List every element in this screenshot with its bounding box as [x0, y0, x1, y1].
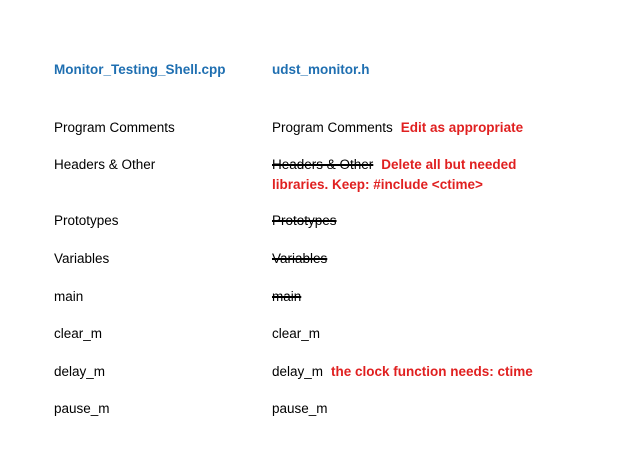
left-item-clear-m: clear_m	[54, 326, 103, 341]
right-item-label: Program Comments	[272, 120, 393, 135]
left-item-prototypes: Prototypes	[54, 213, 119, 228]
right-item-clear-m: clear_m	[272, 326, 321, 341]
right-item-headers-other	[272, 157, 516, 172]
annotation-note: the clock function needs: ctime	[331, 364, 533, 379]
right-item-label-struck: Headers & Other	[272, 157, 374, 172]
right-column-header: udst_monitor.h	[272, 62, 370, 77]
right-item-variables-struck: Variables	[272, 251, 328, 266]
right-item-label: delay_m	[272, 364, 324, 379]
left-item-headers-other: Headers & Other	[54, 157, 156, 172]
annotation-note-continued: libraries. Keep: #include <ctime>	[272, 177, 483, 192]
right-item-main-struck: main	[272, 289, 302, 304]
annotation-note: Delete all but needed	[381, 157, 517, 172]
left-column-header: Monitor_Testing_Shell.cpp	[54, 62, 226, 77]
left-item-main: main	[54, 289, 84, 304]
left-item-program-comments: Program Comments	[54, 120, 175, 135]
right-item-pause-m: pause_m	[272, 401, 328, 416]
right-item-prototypes-struck: Prototypes	[272, 213, 337, 228]
left-item-pause-m: pause_m	[54, 401, 110, 416]
right-item-delay-m	[272, 364, 533, 379]
right-item-program-comments	[272, 120, 523, 135]
annotation-note: Edit as appropriate	[400, 120, 524, 135]
left-item-delay-m: delay_m	[54, 364, 106, 379]
left-item-variables: Variables	[54, 251, 110, 266]
